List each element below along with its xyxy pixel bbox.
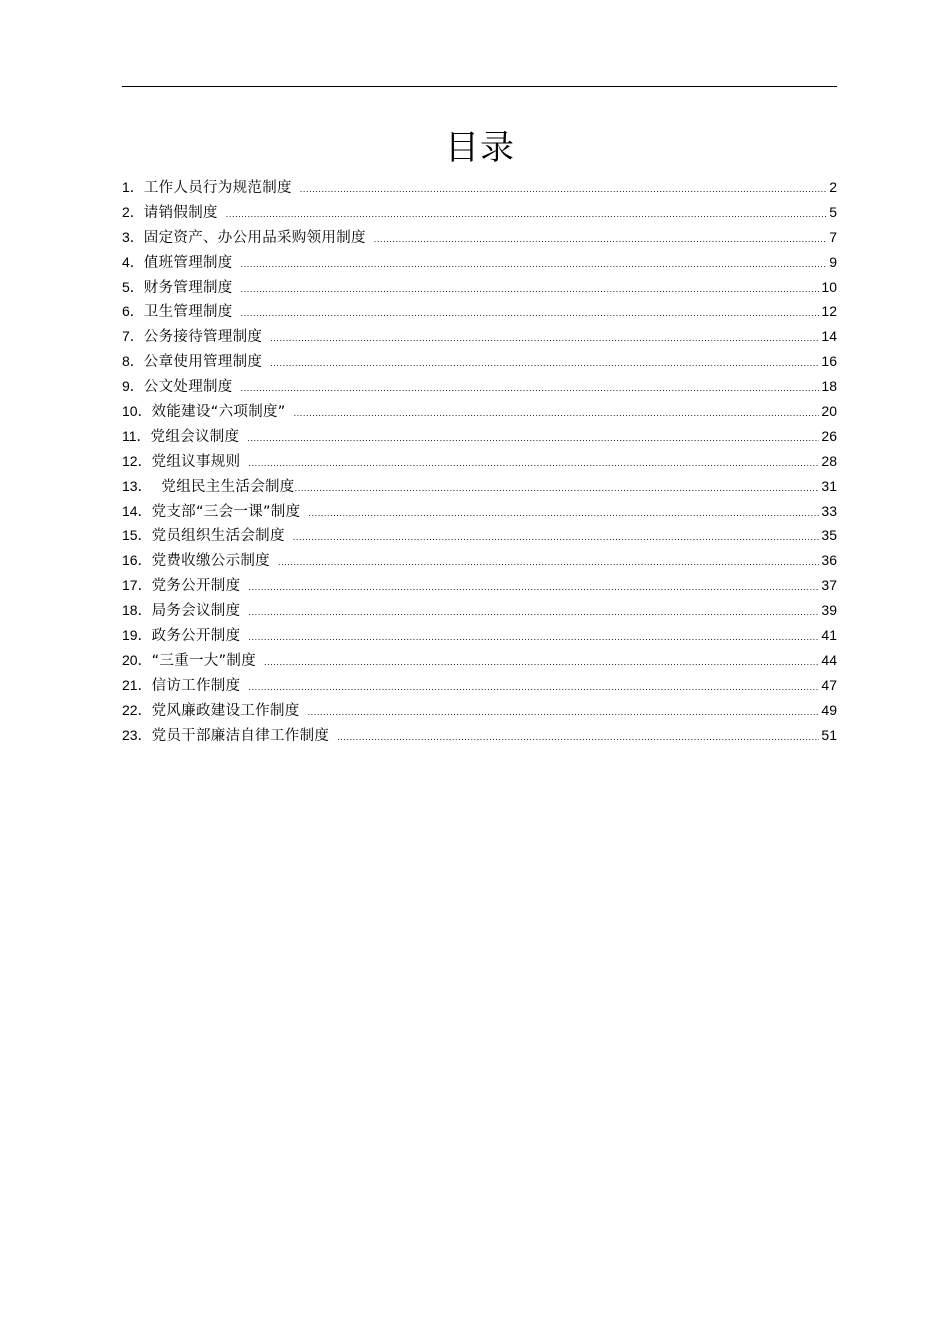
toc-page-number: 37	[821, 577, 837, 594]
toc-dot-leader	[241, 376, 820, 401]
toc-dot-leader	[248, 675, 819, 700]
toc-entry[interactable]	[122, 648, 837, 673]
toc-entry[interactable]	[122, 499, 837, 524]
toc-entry-number: 3．	[122, 228, 144, 245]
toc-entry-title: 信访工作制度	[151, 677, 241, 694]
toc-entry-number: 11．	[122, 427, 151, 444]
toc-entry-title: 工作人员行为规范制度	[143, 180, 292, 196]
toc-entry-number: 5．	[122, 278, 144, 295]
toc-entry-title: 政务公开制度	[151, 628, 241, 645]
toc-entry-number: 13．	[122, 477, 152, 494]
toc-entry[interactable]	[122, 573, 837, 598]
toc-dot-leader	[294, 401, 820, 426]
toc-entry-title: 党风廉政建设工作制度	[151, 702, 300, 719]
toc-entry[interactable]	[122, 698, 837, 723]
toc-entry-number: 16．	[122, 552, 152, 569]
toc-page-number: 7	[829, 228, 837, 245]
toc-entry[interactable]	[122, 673, 837, 698]
toc-page-number: 16	[821, 353, 837, 370]
toc-entry[interactable]	[122, 548, 837, 573]
toc-entry[interactable]	[122, 598, 837, 623]
toc-entry[interactable]	[122, 424, 837, 449]
toc-entry-title: 党组议事规则	[151, 453, 241, 470]
toc-entry-title: 效能建设“六项制度”	[151, 404, 286, 421]
toc-entry-title: 党组民主生活会制度	[151, 478, 295, 495]
toc-entry-number: 17．	[122, 577, 152, 594]
toc-dot-leader	[241, 301, 820, 326]
toc-entry-number: 6．	[122, 303, 144, 320]
toc-dot-leader	[247, 426, 819, 451]
toc-entry-number: 19．	[122, 627, 152, 644]
toc-entry[interactable]	[122, 523, 837, 548]
toc-dot-leader	[241, 252, 828, 277]
toc-entry-title: 公文处理制度	[143, 379, 233, 396]
toc-dot-leader	[278, 550, 819, 575]
toc-dot-leader	[226, 202, 827, 227]
toc-entry-title: 卫生管理制度	[143, 304, 233, 321]
toc-dot-leader	[248, 575, 819, 600]
toc-entry-title: 财务管理制度	[143, 279, 233, 296]
toc-entry-number: 9．	[122, 378, 144, 395]
toc-dot-leader	[293, 525, 820, 550]
toc-dot-leader	[374, 227, 827, 252]
toc-page-number: 39	[821, 602, 837, 619]
toc-page-number: 9	[829, 253, 837, 270]
toc-dot-leader	[337, 725, 819, 750]
toc-entry-title: 局务会议制度	[151, 603, 241, 620]
toc-entry-number: 20．	[122, 651, 152, 668]
toc-entry[interactable]	[122, 275, 837, 300]
toc-entry-number: 22．	[122, 701, 152, 718]
toc-entry-number: 1．	[122, 179, 144, 195]
toc-entry[interactable]	[122, 474, 837, 499]
toc-entry[interactable]	[122, 399, 837, 424]
toc-entry-title: 值班管理制度	[143, 254, 233, 271]
toc-dot-leader	[300, 177, 827, 202]
toc-entry-number: 7．	[122, 328, 144, 345]
toc-page-number: 14	[821, 328, 837, 345]
toc-page-number: 41	[821, 627, 837, 644]
toc-page-number: 51	[821, 726, 837, 743]
toc-dot-leader	[248, 600, 819, 625]
toc-page-number: 36	[821, 552, 837, 569]
toc-entry[interactable]	[122, 200, 837, 225]
toc-entry-number: 23．	[122, 726, 152, 743]
toc-list	[122, 175, 837, 747]
toc-page-number: 5	[829, 203, 837, 220]
toc-dot-leader	[264, 650, 819, 675]
toc-entry[interactable]	[122, 225, 837, 250]
toc-entry-number: 10．	[122, 403, 152, 420]
toc-title: 目录	[445, 128, 515, 168]
toc-dot-leader	[308, 501, 819, 526]
toc-dot-leader	[248, 625, 819, 650]
toc-entry-number: 12．	[122, 452, 152, 469]
toc-entry[interactable]	[122, 623, 837, 648]
toc-page-number: 10	[821, 278, 837, 295]
toc-dot-leader	[248, 451, 819, 476]
toc-entry-number: 14．	[122, 502, 152, 519]
toc-entry-number: 8．	[122, 353, 144, 370]
toc-entry[interactable]	[122, 250, 837, 275]
toc-entry-number: 15．	[122, 527, 152, 544]
toc-page-number: 47	[821, 676, 837, 693]
toc-entry[interactable]	[122, 723, 837, 748]
toc-entry-number: 21．	[122, 676, 152, 693]
toc-entry-title: 党组会议制度	[150, 428, 240, 445]
toc-dot-leader	[270, 351, 819, 376]
toc-page-number: 28	[821, 452, 837, 469]
header-rule	[122, 86, 837, 87]
toc-page-number: 12	[821, 303, 837, 320]
toc-entry-title: 党支部“三会一课”制度	[151, 503, 301, 520]
toc-page-number: 2	[829, 179, 837, 195]
toc-page-number: 20	[821, 403, 837, 420]
toc-entry[interactable]	[122, 175, 837, 200]
toc-entry-number: 2．	[122, 203, 144, 220]
toc-entry-title: 党员组织生活会制度	[151, 528, 285, 545]
toc-entry[interactable]	[122, 449, 837, 474]
toc-dot-leader	[241, 277, 820, 302]
toc-page-number: 35	[821, 527, 837, 544]
toc-entry-title: “三重一大”制度	[151, 652, 257, 669]
toc-entry-title: 请销假制度	[143, 204, 218, 221]
toc-entry[interactable]	[122, 324, 837, 349]
toc-entry-title: 党务公开制度	[151, 578, 241, 595]
toc-entry[interactable]	[122, 299, 837, 324]
toc-entry-number: 4．	[122, 253, 144, 270]
toc-page-number: 26	[821, 427, 837, 444]
toc-page-number: 33	[821, 502, 837, 519]
toc-dot-leader	[308, 700, 820, 725]
toc-page-number: 31	[821, 477, 837, 494]
toc-entry-title: 党费收缴公示制度	[151, 553, 270, 570]
toc-page-number: 49	[821, 701, 837, 718]
toc-entry-title: 党员干部廉洁自律工作制度	[151, 727, 330, 744]
toc-page-number: 44	[821, 651, 837, 668]
toc-entry-title: 公务接待管理制度	[143, 329, 263, 346]
toc-entry-number: 18．	[122, 602, 152, 619]
toc-dot-leader	[270, 326, 819, 351]
toc-entry[interactable]	[122, 349, 837, 374]
toc-page-number: 18	[821, 378, 837, 395]
toc-entry[interactable]	[122, 374, 837, 399]
toc-entry-title: 公章使用管理制度	[143, 354, 263, 371]
toc-entry-title: 固定资产、办公用品采购领用制度	[143, 229, 366, 246]
toc-dot-leader	[295, 476, 820, 501]
